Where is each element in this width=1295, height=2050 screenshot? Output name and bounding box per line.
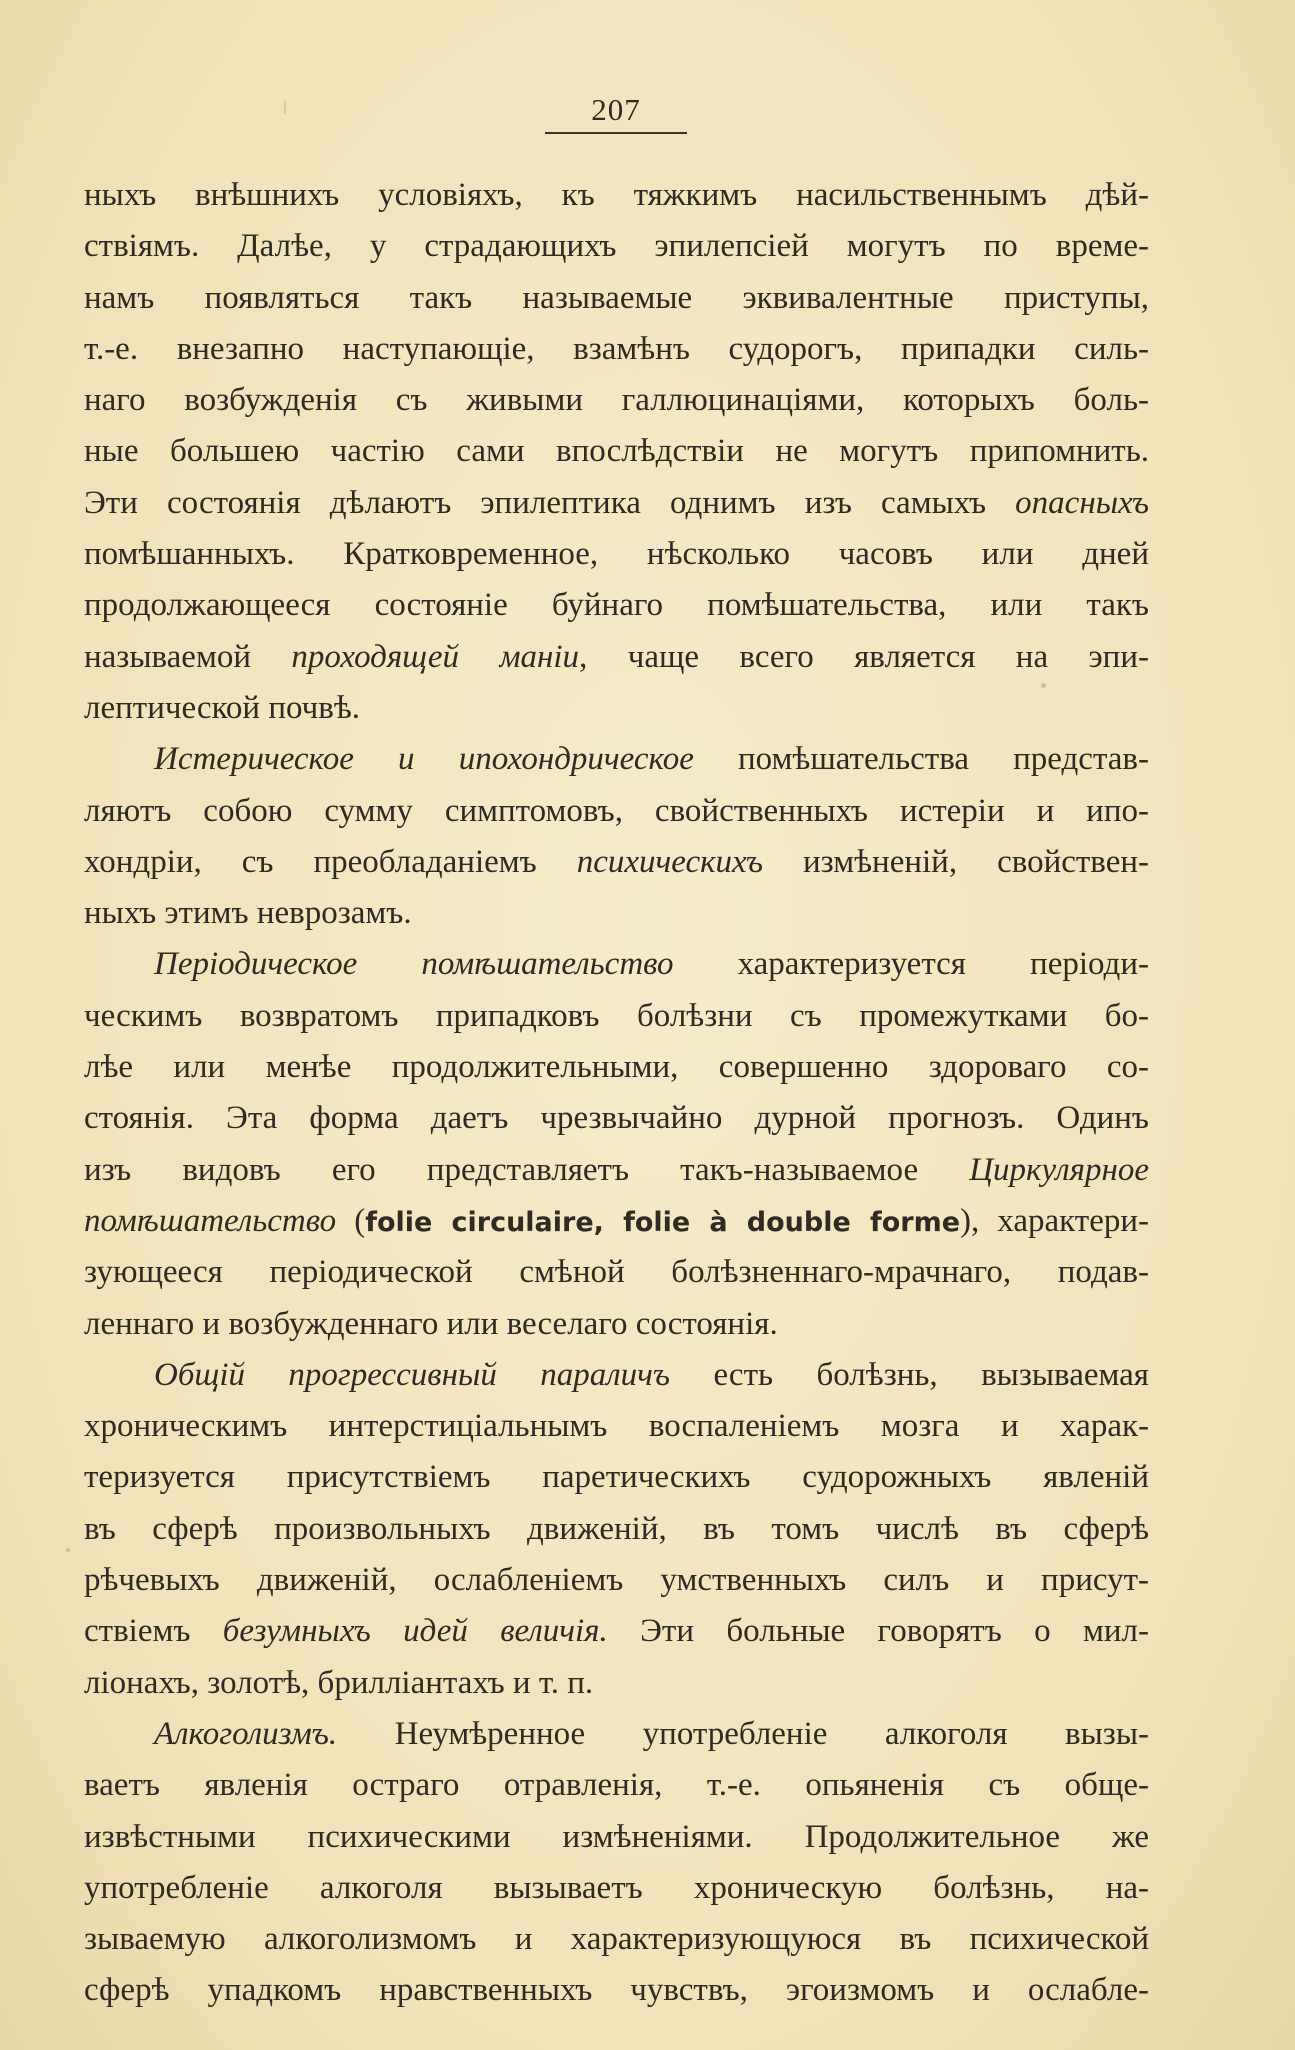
text-segment: продолжающееся состояніе буйнаго помѣшательства, или такъ — [84, 587, 1149, 624]
text-segment: Эти больные говорятъ о мил- — [607, 1613, 1149, 1650]
text-line — [84, 529, 1149, 580]
text-segment: т.-е. внезапно наступающіе, взамѣнъ судорогъ, припадки силь- — [84, 330, 1149, 367]
text-segment: употребленіе алкоголя вызываетъ хроническую болѣзнь, на- — [84, 1869, 1149, 1906]
paper-speck — [1041, 683, 1046, 688]
text-segment: ческимъ возвратомъ припадковъ болѣзни съ промежутками бо- — [84, 997, 1149, 1034]
text-segment: измѣненій, свойствен- — [763, 843, 1149, 880]
text-line — [84, 1299, 1149, 1350]
text-line — [84, 786, 1149, 837]
text-segment: ), характери- — [960, 1202, 1149, 1239]
paper-speck — [66, 1548, 70, 1552]
text-line — [84, 1196, 1149, 1247]
italic-term: Періодическое помѣшательство — [154, 946, 674, 983]
text-segment: , чаще всего является на эпи- — [579, 638, 1149, 675]
italic-term: Циркулярное — [969, 1151, 1149, 1188]
text-segment: лѣе или менѣе продолжительными, совершенно здороваго со- — [84, 1049, 1149, 1086]
italic-term: помѣшательство — [84, 1202, 337, 1239]
text-segment: ствіемъ — [84, 1613, 223, 1650]
text-line — [84, 1452, 1149, 1503]
text-line — [84, 1863, 1149, 1914]
text-line — [84, 1812, 1149, 1863]
text-line — [84, 939, 1149, 990]
text-segment: помѣшанныхъ. Кратковременное, нѣсколько часовъ или дней — [84, 536, 1149, 573]
text-line — [84, 734, 1149, 785]
text-segment: ліонахъ, золотѣ, брилліантахъ и т. п. — [84, 1664, 594, 1701]
text-segment: теризуется присутствіемъ паретическихъ судорожныхъ явленій — [84, 1459, 1149, 1496]
text-line — [84, 324, 1149, 375]
italic-term: психическихъ — [576, 843, 764, 880]
page-header — [545, 92, 687, 134]
text-segment: зываемую алкоголизмомъ и характеризующуюся въ психической — [84, 1921, 1149, 1958]
text-line — [84, 273, 1149, 324]
text-segment: извѣстными психическими измѣненіями. Продолжительное же — [84, 1818, 1149, 1855]
text-segment: ваетъ явленія остраго отравленія, т.-е. опьяненія съ обще- — [84, 1767, 1149, 1804]
italic-term: проходящей маніи — [291, 638, 580, 675]
text-line — [84, 375, 1149, 426]
text-line — [84, 1401, 1149, 1452]
text-segment: ствіямъ. Далѣе, у страдающихъ эпилепсіей могутъ по време- — [84, 228, 1149, 265]
text-segment: леннаго и возбужденнаго или веселаго состоянія. — [84, 1305, 778, 1342]
text-segment: зующееся періодической смѣной болѣзненнаго-мрачнаго, подав- — [84, 1254, 1149, 1291]
foreign-term: folie circulaire, folie à double forme — [365, 1206, 961, 1238]
text-segment: изъ видовъ его представляетъ такъ-называемое — [84, 1151, 970, 1188]
text-segment: ные большею частію сами впослѣдствіи не могутъ припомнить. — [84, 433, 1149, 470]
text-line — [84, 888, 1149, 939]
italic-term: Общій прогрессивный параличъ — [154, 1356, 671, 1393]
text-line — [84, 1504, 1149, 1555]
italic-term: Алкоголизмъ. — [154, 1715, 338, 1752]
text-line — [84, 478, 1149, 529]
text-segment: ныхъ внѣшнихъ условіяхъ, къ тяжкимъ насильственнымъ дѣй- — [84, 177, 1149, 213]
text-line — [84, 1606, 1149, 1657]
text-line — [84, 1709, 1149, 1760]
text-line — [84, 1914, 1149, 1965]
text-segment: ляютъ собою сумму симптомовъ, свойственныхъ истеріи и ипо- — [84, 792, 1149, 829]
text-segment: характеризуется періоди- — [673, 946, 1149, 983]
text-line — [84, 1965, 1149, 2016]
text-segment: хроническимъ интерстиціальнымъ воспаленіемъ мозга и харак- — [84, 1408, 1149, 1445]
text-segment: стоянія. Эта форма даетъ чрезвычайно дурной прогнозъ. Одинъ — [84, 1100, 1149, 1137]
text-line — [84, 1658, 1149, 1709]
paper-speck — [284, 100, 286, 114]
text-line — [84, 1093, 1149, 1144]
text-segment: сферѣ упадкомъ нравственныхъ чувствъ, эгоизмомъ и ослабле- — [84, 1972, 1149, 2009]
text-line — [84, 683, 1149, 734]
page-body-text — [84, 170, 1149, 2017]
header-rule — [545, 132, 687, 134]
text-segment: есть болѣзнь, вызываемая — [670, 1356, 1149, 1393]
italic-term: безумныхъ идей величія. — [222, 1613, 608, 1650]
text-line — [84, 1247, 1149, 1298]
text-segment: рѣчевыхъ движеній, ослабленіемъ умственныхъ силъ и присут- — [84, 1562, 1149, 1599]
text-segment: называемой — [84, 638, 292, 675]
page-number: 207 — [591, 92, 641, 127]
text-line — [84, 1350, 1149, 1401]
text-line — [84, 632, 1149, 683]
text-line — [84, 1555, 1149, 1606]
text-segment: лептической почвѣ. — [84, 689, 360, 726]
text-segment: ныхъ этимъ неврозамъ. — [84, 895, 412, 932]
text-line — [84, 426, 1149, 477]
italic-term: опасныхъ — [1015, 484, 1149, 521]
text-line — [84, 991, 1149, 1042]
text-line — [84, 1760, 1149, 1811]
text-segment: намъ появляться такъ называемые эквивалентные приступы, — [84, 279, 1149, 316]
text-segment: Неумѣренное употребленіе алкоголя вызы- — [337, 1715, 1149, 1752]
text-line — [84, 1042, 1149, 1093]
text-line — [84, 837, 1149, 888]
text-segment: Эти состоянія дѣлаютъ эпилептика однимъ изъ самыхъ — [84, 484, 1016, 521]
text-segment: ( — [336, 1202, 366, 1239]
text-segment: наго возбужденія съ живыми галлюцинаціями, которыхъ боль- — [84, 382, 1149, 419]
italic-term: Истерическое и ипохондрическое — [154, 741, 694, 778]
text-segment: помѣшательства представ- — [693, 741, 1149, 778]
text-line — [84, 221, 1149, 272]
text-line — [84, 580, 1149, 631]
text-line — [84, 170, 1149, 221]
text-segment: хондріи, съ преобладаніемъ — [84, 843, 577, 880]
text-line — [84, 1145, 1149, 1196]
text-segment: въ сферѣ произвольныхъ движеній, въ томъ числѣ въ сферѣ — [84, 1510, 1149, 1547]
